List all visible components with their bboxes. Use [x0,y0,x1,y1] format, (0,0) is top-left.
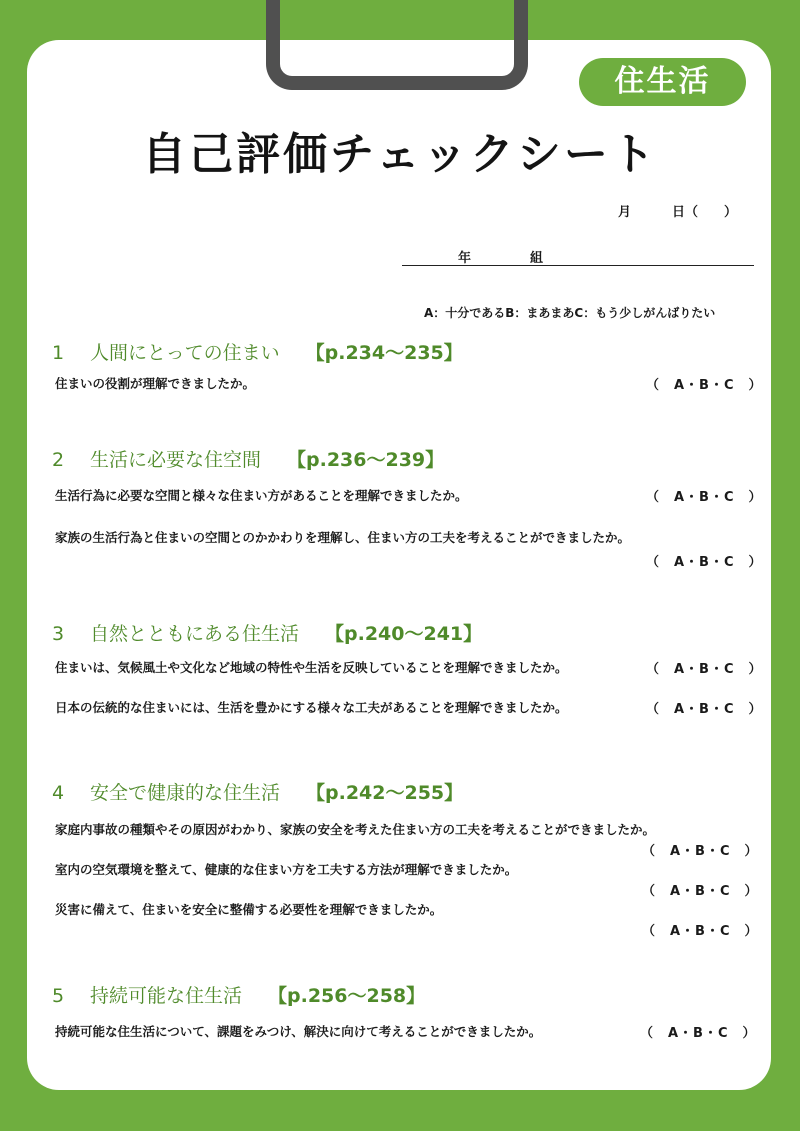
rating-choice[interactable]: （ A・B・C ） [642,924,759,939]
class-line [402,247,754,266]
section-heading [52,619,482,646]
section-pages: 【p.242〜255】 [306,782,464,804]
rating-choice[interactable]: （ A・B・C ） [642,884,759,899]
rating-choice[interactable]: （ A・B・C ） [646,490,763,505]
question: 災害に備えて、住まいを安全に整備する必要性を理解できましたか。 [55,902,443,917]
year-label: 年 [458,251,472,266]
question: 室内の空気環境を整えて、健康的な住まい方を工夫する方法が理解できましたか。 [55,862,518,877]
question: 生活行為に必要な空間と様々な住まい方があることを理解できましたか。 [55,488,468,503]
section-title: 人間にとっての住まい [90,342,280,364]
question: 家庭内事故の種類やその原因がわかり、家族の安全を考えた住まい方の工夫を考えることができましたか。 [55,822,656,837]
rating-legend: A：十分であるB：まあまあC：もう少しがんばりたい [424,306,716,320]
section-title: 生活に必要な住空間 [90,449,262,471]
section-pages: 【p.240〜241】 [325,623,483,645]
question: 住まいは、気候風土や文化など地域の特性や生活を反映していることを理解できましたか。 [55,660,568,675]
section-heading [52,338,463,365]
section-heading [52,445,444,472]
clipboard-clip [266,0,528,90]
section-pages: 【p.234〜235】 [305,342,463,364]
section-title: 持続可能な住生活 [90,985,243,1007]
rating-choice[interactable]: （ A・B・C ） [646,555,763,570]
rating-choice[interactable]: （ A・B・C ） [640,1026,757,1041]
section-title: 安全で健康的な住生活 [90,782,281,804]
rating-choice[interactable]: （ A・B・C ） [646,378,763,393]
day-label: 日（ ） [672,205,738,220]
section-pages: 【p.256〜258】 [268,985,426,1007]
question: 持続可能な住生活について、課題をみつけ、解決に向けて考えることができましたか。 [55,1024,542,1039]
page-title: 自己評価チェックシート [142,129,658,180]
class-label: 組 [530,251,544,266]
question: 日本の伝統的な住まいには、生活を豊かにする様々な工夫があることを理解できましたか。 [55,700,568,715]
month-label: 月 [618,205,632,220]
section-number: 1 [52,342,65,364]
section-number: 4 [52,782,65,804]
rating-choice[interactable]: （ A・B・C ） [642,844,759,859]
question: 家族の生活行為と住まいの空間とのかかわりを理解し、住まい方の工夫を考えることができましたか。 [55,530,631,545]
section-number: 2 [52,449,65,471]
rating-choice[interactable]: （ A・B・C ） [646,662,763,677]
section-number: 5 [52,985,65,1007]
category-tag: 住生活 [579,58,746,106]
section-heading [52,778,463,805]
question: 住まいの役割が理解できましたか。 [55,376,256,391]
section-pages: 【p.236〜239】 [287,449,445,471]
rating-choice[interactable]: （ A・B・C ） [646,702,763,717]
section-heading [52,981,425,1008]
section-number: 3 [52,623,65,645]
section-title: 自然とともにある住生活 [90,623,300,645]
